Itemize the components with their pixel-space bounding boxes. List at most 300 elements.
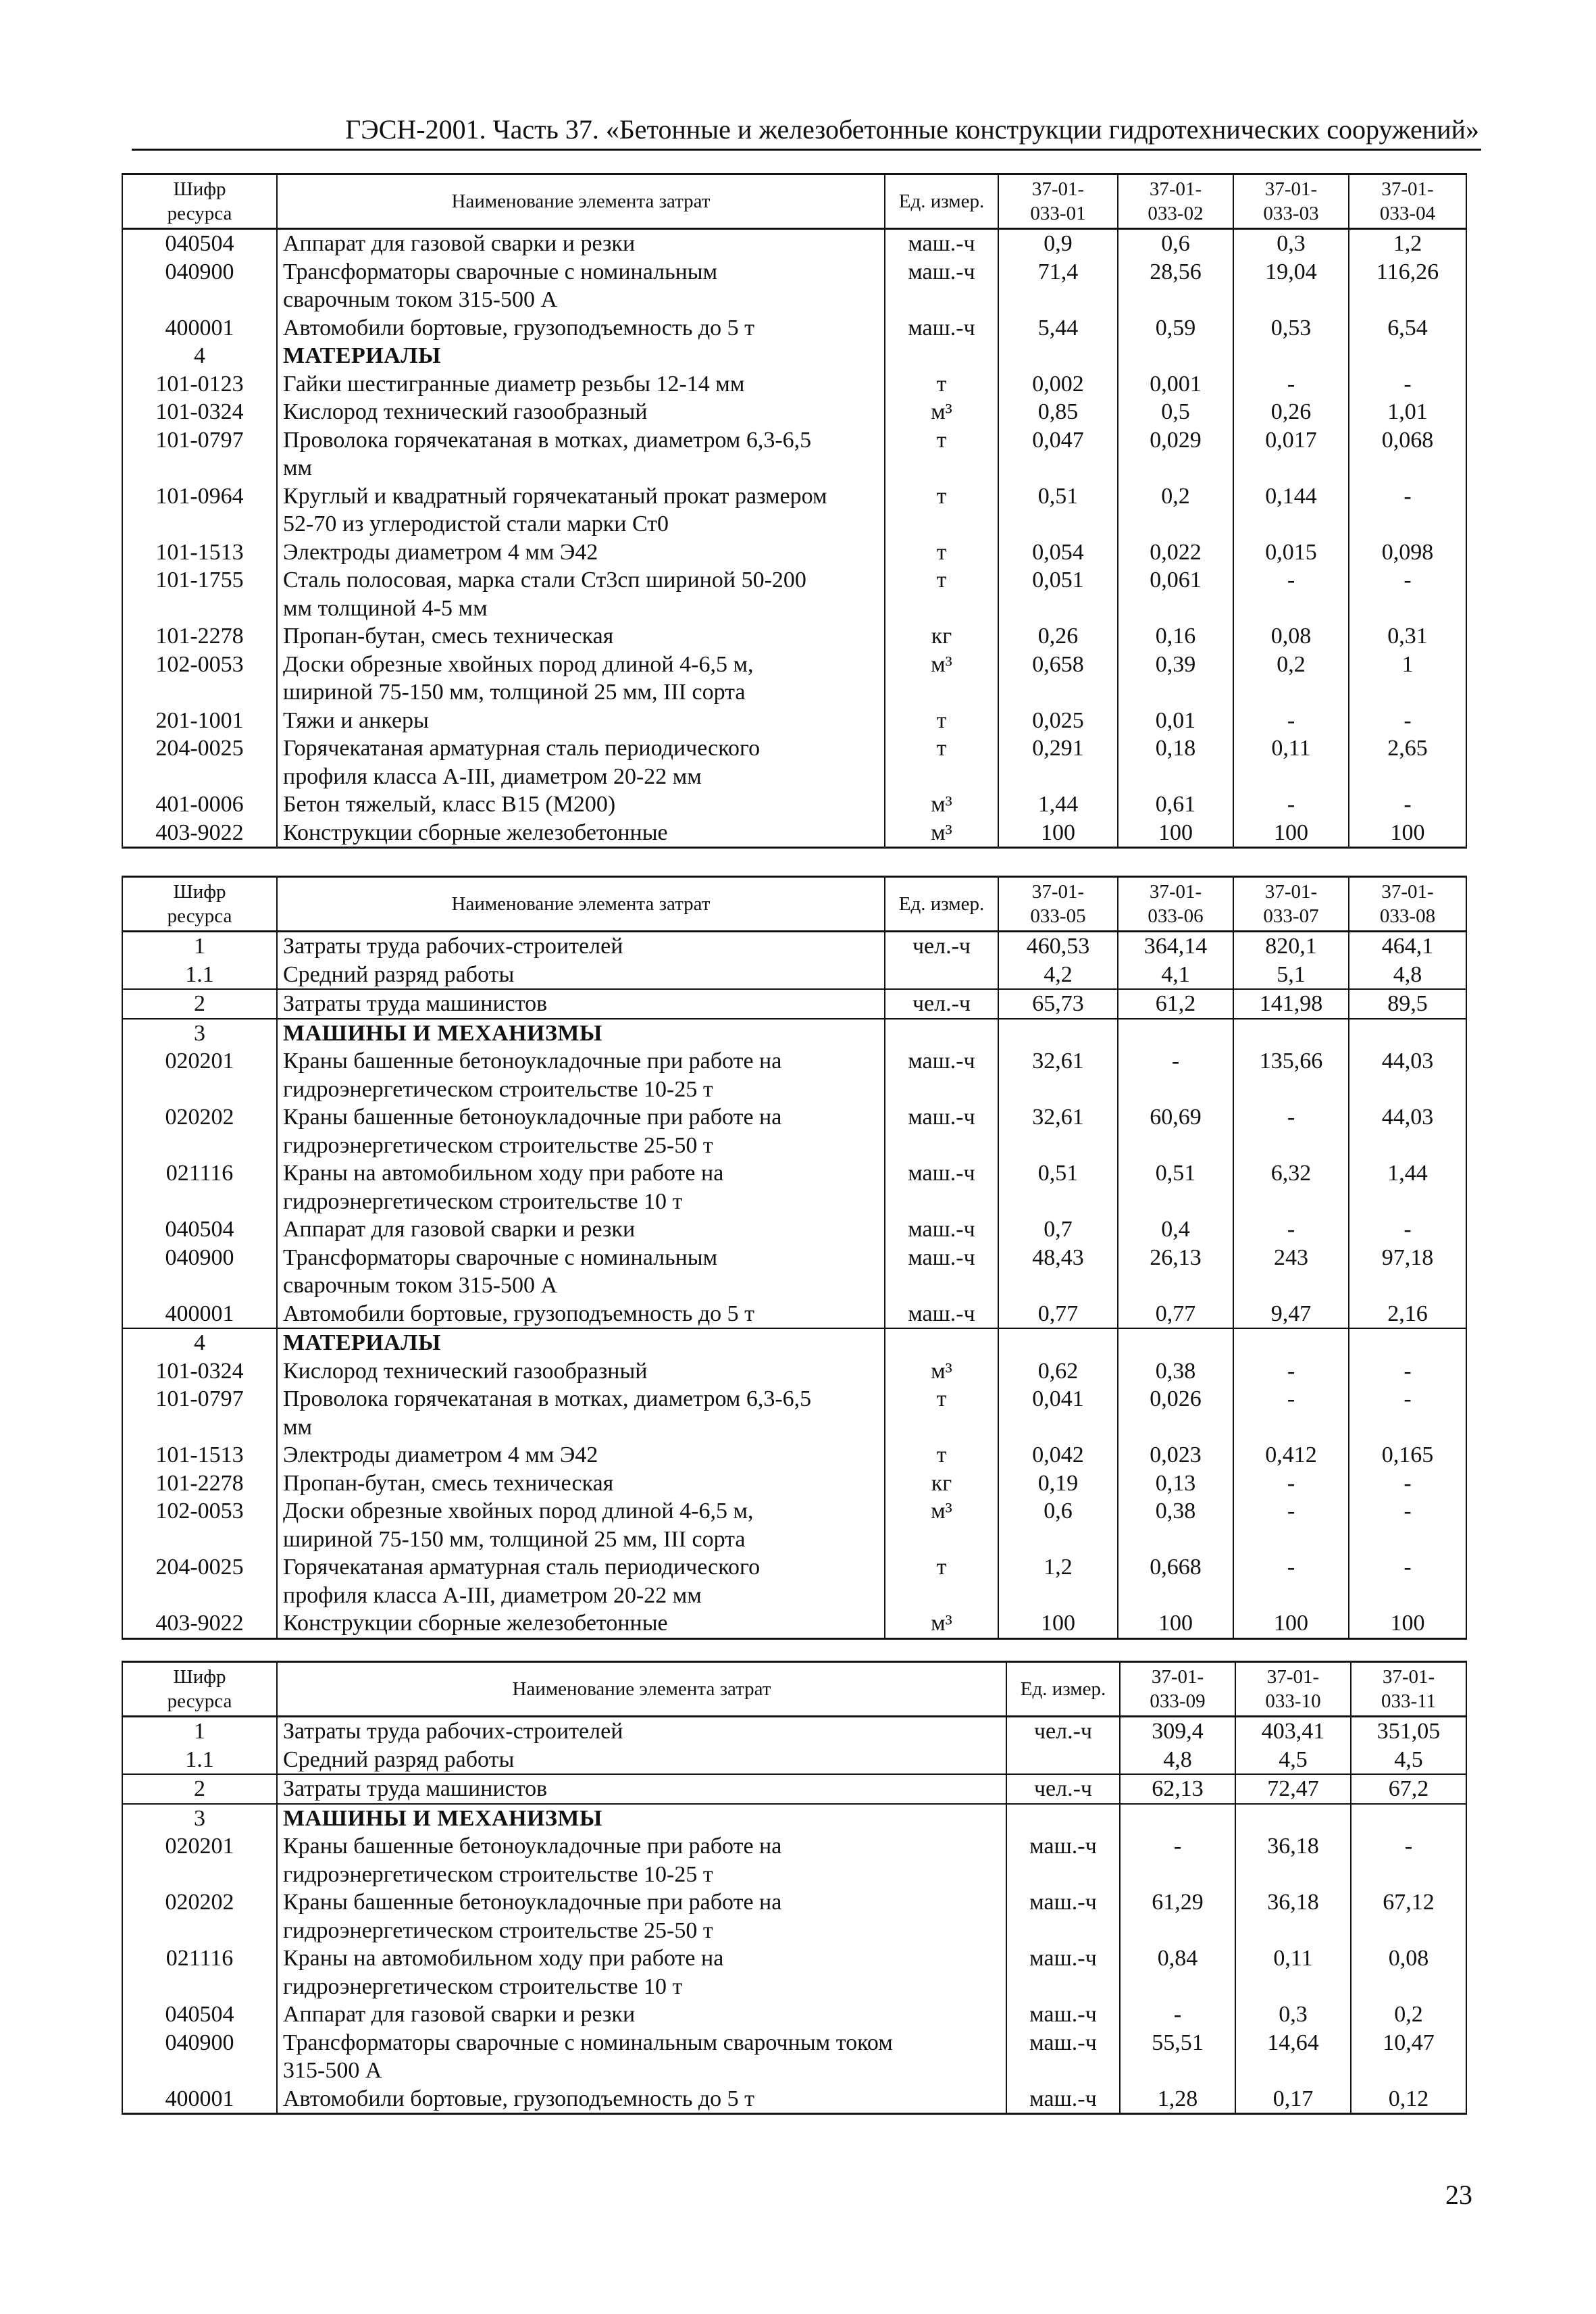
unit-cell: т [885,370,998,399]
resource-name [277,1469,885,1498]
norm-column-header [1351,1662,1466,1717]
resource-code: 101-1513 [122,1441,277,1469]
value-cell: 0,5 [1118,398,1233,426]
name-line: Конструкции сборные железобетонные [283,1611,668,1636]
value-cell: 1,28 [1120,2085,1235,2114]
table-row [122,538,1466,567]
section-row [122,1019,1466,1048]
name-line: Трансформаторы сварочные с номинальным сварочным током [283,2030,893,2055]
name-line: Проволока горячекатаная в мотках, диаметром 6,3-6,5 [283,427,812,453]
value-cell: - [1349,1497,1466,1553]
resource-name [277,1774,1006,1804]
resource-table-2 [122,876,1467,1640]
name-line: 315-500 А [283,2058,382,2083]
resource-name [277,1804,1006,1833]
value-cell [1233,1019,1349,1048]
name-line: МАТЕРИАЛЫ [283,1330,441,1355]
resource-code: 101-0797 [122,426,277,482]
name-line: профиля класса А-III, диаметром 20-22 мм [283,763,702,789]
unit-cell [885,961,998,990]
resource-name [277,426,885,482]
resource-code: 403-9022 [122,819,277,848]
resource-name [277,538,885,567]
unit-cell: маш.-ч [885,314,998,343]
name-line: Затраты труда рабочих-строителей [283,1719,623,1744]
value-cell: 0,001 [1118,370,1233,399]
value-cell: 0,668 [1118,1553,1233,1609]
resource-name [277,1047,885,1103]
value-cell: 135,66 [1233,1047,1349,1103]
resource-code: 204-0025 [122,734,277,790]
value-cell: 100 [1118,819,1233,848]
value-cell: 460,53 [998,932,1118,961]
value-cell: 4,1 [1118,961,1233,990]
table-row [122,314,1466,343]
name-line: Пропан-бутан, смесь техническая [283,1470,614,1496]
resource-code: 101-2278 [122,622,277,651]
value-cell [998,342,1118,370]
table-row [122,1832,1466,1888]
resource-name [277,2001,1006,2029]
table-row [122,734,1466,790]
value-cell: 0,144 [1233,482,1349,538]
value-cell: - [1349,1357,1466,1386]
resource-name [277,1609,885,1638]
value-cell: - [1233,1385,1349,1441]
name-line: Затраты труда машинистов [283,991,548,1016]
resource-name [277,734,885,790]
header-line: 37-01- [1031,178,1085,200]
name-line: Кислород технический газообразный [283,399,648,424]
header-line: 033-08 [1379,905,1436,927]
table-row [122,1385,1466,1441]
table-row [122,482,1466,538]
value-cell: 5,1 [1233,961,1349,990]
name-line: Бетон тяжелый, класс В15 (М200) [283,792,616,817]
header-line: 033-04 [1379,203,1436,224]
unit-cell: м³ [885,819,998,848]
value-cell: 0,51 [998,1159,1118,1215]
value-cell: - [1351,1832,1466,1888]
name-line: Автомобили бортовые, грузоподъемность до 5 т [283,315,755,341]
value-cell: 100 [998,1609,1118,1638]
value-cell: - [1349,1215,1466,1244]
name-line: профиля класса А-III, диаметром 20-22 мм [283,1582,702,1608]
value-cell: 0,77 [998,1300,1118,1329]
table-row [122,1717,1466,1746]
value-cell: - [1349,1469,1466,1498]
value-cell: 0,047 [998,426,1118,482]
value-cell: 9,47 [1233,1300,1349,1329]
value-cell: 6,32 [1233,1159,1349,1215]
value-cell: 116,26 [1349,258,1466,314]
resource-name [277,707,885,735]
table-row [122,229,1466,258]
table-row [122,1497,1466,1553]
name-line: Автомобили бортовые, грузоподъемность до 5 т [283,1301,755,1326]
header-line: 37-01- [1381,178,1434,200]
value-cell: 0,59 [1118,314,1233,343]
value-cell: 0,51 [998,482,1118,538]
unit-cell: м³ [885,398,998,426]
value-cell: 0,042 [998,1441,1118,1469]
unit-cell [885,342,998,370]
header-line: 37-01- [1149,881,1202,903]
table-row [122,1441,1466,1469]
table-row [122,2085,1466,2114]
unit-column-header: Ед. измер. [885,877,998,932]
value-cell: 0,2 [1233,651,1349,707]
resource-code: 101-0324 [122,398,277,426]
norm-column-header [1349,877,1466,932]
unit-cell: маш.-ч [1006,1944,1120,2001]
value-cell: 36,18 [1235,1888,1351,1944]
name-line: мм [283,455,313,480]
value-cell: 0,84 [1120,1944,1235,2001]
resource-code: 400001 [122,2085,277,2114]
value-cell: 464,1 [1349,932,1466,961]
value-cell: - [1349,790,1466,819]
header-line: 033-10 [1265,1690,1321,1712]
value-cell: 100 [1118,1609,1233,1638]
value-cell: 0,017 [1233,426,1349,482]
header-line: 033-01 [1030,203,1086,224]
value-cell: 19,04 [1233,258,1349,314]
code-column-header [122,1662,277,1717]
norm-column-header [1118,174,1233,229]
resource-name [277,1159,885,1215]
value-cell: 0,85 [998,398,1118,426]
unit-cell: т [885,566,998,622]
unit-cell [1006,1746,1120,1775]
resource-code: 040900 [122,258,277,314]
table-row [122,1609,1466,1638]
norm-column-header [1235,1662,1351,1717]
resource-code: 021116 [122,1944,277,2001]
value-cell: 0,31 [1349,622,1466,651]
value-cell: 1 [1349,651,1466,707]
value-cell: 0,77 [1118,1300,1233,1329]
value-cell: 0,26 [1233,398,1349,426]
name-line: Гайки шестигранные диаметр резьбы 12-14 мм [283,371,745,397]
value-cell: - [1349,1385,1466,1441]
value-cell: 0,2 [1351,2001,1466,2029]
value-cell: 0,002 [998,370,1118,399]
value-cell: 0,7 [998,1215,1118,1244]
value-cell: 32,61 [998,1103,1118,1159]
value-cell: 0,19 [998,1469,1118,1498]
resource-name [277,314,885,343]
value-cell: 4,5 [1351,1746,1466,1775]
resource-name [277,1328,885,1357]
unit-cell: м³ [885,1497,998,1553]
value-cell: 48,43 [998,1244,1118,1300]
unit-cell: маш.-ч [885,229,998,258]
resource-name [277,482,885,538]
resource-code: 400001 [122,314,277,343]
value-cell: - [1233,790,1349,819]
value-cell: 0,412 [1233,1441,1349,1469]
table-row [122,790,1466,819]
resource-code: 400001 [122,1300,277,1329]
value-cell: 5,44 [998,314,1118,343]
value-cell: 1,44 [998,790,1118,819]
resource-code: 1.1 [122,961,277,990]
name-line: Электроды диаметром 4 мм Э42 [283,1442,598,1467]
unit-cell: т [885,1553,998,1609]
norm-column-header [1120,1662,1235,1717]
resource-name [277,1832,1006,1888]
resource-code: 101-2278 [122,1469,277,1498]
resource-code: 040900 [122,2029,277,2085]
table-row [122,622,1466,651]
resource-name [277,566,885,622]
name-line: гидроэнергетическом строительстве 10 т [283,1973,683,1999]
value-cell: 0,39 [1118,651,1233,707]
resource-name [277,1103,885,1159]
resource-name [277,1385,885,1441]
value-cell [1233,342,1349,370]
table-row [122,961,1466,990]
name-line: Краны башенные бетоноукладочные при работе на [283,1890,782,1915]
page-header: ГЭСН-2001. Часть 37. «Бетонные и железобетонные конструкции гидротехнических сооружений» [345,114,1479,145]
table-row [122,989,1466,1019]
resource-code: 401-0006 [122,790,277,819]
unit-cell: т [885,707,998,735]
value-cell: - [1233,707,1349,735]
value-cell: 0,11 [1233,734,1349,790]
name-column-header: Наименование элемента затрат [277,174,885,229]
name-line: сварочным током 315-500 А [283,1273,558,1298]
name-line: Проволока горячекатаная в мотках, диаметром 6,3-6,5 [283,1386,812,1411]
resource-name [277,651,885,707]
resource-code: 101-0964 [122,482,277,538]
resource-name [277,370,885,399]
value-cell: 100 [1349,1609,1466,1638]
value-cell: - [1349,482,1466,538]
name-line: Пропан-бутан, смесь техническая [283,624,614,649]
value-cell: 820,1 [1233,932,1349,961]
name-line: МАШИНЫ И МЕХАНИЗМЫ [283,1020,602,1046]
value-cell: 0,2 [1118,482,1233,538]
resource-code: 102-0053 [122,651,277,707]
unit-cell: маш.-ч [1006,1888,1120,1944]
norm-column-header [1349,174,1466,229]
unit-cell: т [885,538,998,567]
table-row [122,707,1466,735]
name-line: шириной 75-150 мм, толщиной 25 мм, III сорта [283,1526,746,1552]
name-line: Краны башенные бетоноукладочные при работе на [283,1105,782,1130]
unit-column-header: Ед. измер. [1006,1662,1120,1717]
table-row [122,1469,1466,1498]
resource-code: 040504 [122,229,277,258]
value-cell: - [1120,1832,1235,1888]
unit-cell: чел.-ч [885,989,998,1019]
value-cell: 0,18 [1118,734,1233,790]
value-cell: - [1120,2001,1235,2029]
unit-cell: чел.-ч [1006,1717,1120,1746]
value-cell [1349,1328,1466,1357]
header-rule [132,149,1481,151]
table-row [122,426,1466,482]
header-line: 37-01- [1149,178,1202,200]
value-cell: 100 [1233,819,1349,848]
value-cell: 36,18 [1235,1832,1351,1888]
value-cell: 26,13 [1118,1244,1233,1300]
header-line: 37-01- [1381,881,1434,903]
value-cell: - [1233,1497,1349,1553]
value-cell: 14,64 [1235,2029,1351,2085]
unit-cell: м³ [885,651,998,707]
name-line: Конструкции сборные железобетонные [283,820,668,845]
name-line: Доски обрезные хвойных пород длиной 4-6,5 м, [283,651,754,677]
table-header-row [122,877,1466,932]
table-row [122,1357,1466,1386]
table-row [122,932,1466,961]
unit-cell [1006,1804,1120,1833]
value-cell: - [1233,1553,1349,1609]
value-cell: 0,658 [998,651,1118,707]
value-cell: 4,8 [1120,1746,1235,1775]
value-cell: 0,11 [1235,1944,1351,2001]
name-line: гидроэнергетическом строительстве 10-25 т [283,1861,713,1887]
value-cell: 6,54 [1349,314,1466,343]
table-row [122,651,1466,707]
value-cell: 0,08 [1351,1944,1466,2001]
resource-name [277,229,885,258]
resource-code: 1.1 [122,1746,277,1775]
value-cell: 1,01 [1349,398,1466,426]
table-row [122,1103,1466,1159]
value-cell: 0,051 [998,566,1118,622]
header-line: ресурса [167,1690,232,1712]
name-line: Затраты труда машинистов [283,1776,548,1801]
value-cell: 309,4 [1120,1717,1235,1746]
value-cell: 0,12 [1351,2085,1466,2114]
value-cell: 4,5 [1235,1746,1351,1775]
value-cell: - [1233,566,1349,622]
unit-cell: маш.-ч [885,1103,998,1159]
unit-cell [885,1328,998,1357]
header-line: 37-01- [1264,178,1318,200]
header-line: 37-01- [1382,1666,1435,1688]
name-line: Краны на автомобильном ходу при работе на [283,1161,724,1186]
value-cell: 71,4 [998,258,1118,314]
unit-cell: маш.-ч [885,1047,998,1103]
resource-code: 204-0025 [122,1553,277,1609]
table-row [122,2001,1466,2029]
value-cell: 0,061 [1118,566,1233,622]
norm-column-header [998,174,1118,229]
table-row [122,1774,1466,1804]
resource-name [277,1244,885,1300]
resource-name [277,2085,1006,2114]
value-cell: 0,16 [1118,622,1233,651]
value-cell: 1,44 [1349,1159,1466,1215]
value-cell: - [1233,1357,1349,1386]
value-cell: - [1233,1469,1349,1498]
value-cell: 0,098 [1349,538,1466,567]
value-cell: 44,03 [1349,1103,1466,1159]
resource-name [277,1888,1006,1944]
value-cell: - [1349,566,1466,622]
value-cell: - [1349,370,1466,399]
value-cell: 0,4 [1118,1215,1233,1244]
table-row [122,1888,1466,1944]
value-cell [998,1019,1118,1048]
table-row [122,2029,1466,2085]
resource-code: 040504 [122,1215,277,1244]
resource-name [277,819,885,848]
name-column-header: Наименование элемента затрат [277,877,885,932]
value-cell: 32,61 [998,1047,1118,1103]
resource-code: 101-1755 [122,566,277,622]
value-cell: 67,2 [1351,1774,1466,1804]
name-line: Горячекатаная арматурная сталь периодического [283,736,761,761]
resource-code: 020202 [122,1888,277,1944]
value-cell: 0,62 [998,1357,1118,1386]
resource-name [277,1497,885,1553]
value-cell: 65,73 [998,989,1118,1019]
value-cell [1120,1804,1235,1833]
value-cell [998,1328,1118,1357]
header-line: ресурса [167,905,232,927]
value-cell: 61,29 [1120,1888,1235,1944]
table-row [122,1244,1466,1300]
resource-code: 040504 [122,2001,277,2029]
value-cell: 10,47 [1351,2029,1466,2085]
name-line: Горячекатаная арматурная сталь периодического [283,1555,761,1580]
resource-code: 020201 [122,1832,277,1888]
value-cell: 100 [998,819,1118,848]
unit-cell: кг [885,622,998,651]
value-cell: 0,054 [998,538,1118,567]
table-row [122,1047,1466,1103]
value-cell: 0,041 [998,1385,1118,1441]
unit-cell: маш.-ч [1006,2001,1120,2029]
value-cell: 0,53 [1233,314,1349,343]
unit-cell: маш.-ч [885,1159,998,1215]
value-cell: 243 [1233,1244,1349,1300]
resource-name [277,1019,885,1048]
value-cell: - [1118,1047,1233,1103]
value-cell: 0,08 [1233,622,1349,651]
table-header-row [122,1662,1466,1717]
unit-cell: маш.-ч [1006,2029,1120,2085]
value-cell: 0,61 [1118,790,1233,819]
value-cell [1349,1019,1466,1048]
value-cell: 0,6 [1118,229,1233,258]
resource-name [277,1553,885,1609]
value-cell [1118,342,1233,370]
value-cell: - [1233,1103,1349,1159]
name-line: Краны на автомобильном ходу при работе на [283,1946,724,1971]
code-column-header [122,174,277,229]
value-cell: 28,56 [1118,258,1233,314]
table-row [122,1300,1466,1329]
value-cell: 97,18 [1349,1244,1466,1300]
resource-code: 101-0797 [122,1385,277,1441]
name-line: Краны башенные бетоноукладочные при работе на [283,1049,782,1074]
name-line: шириной 75-150 мм, толщиной 25 мм, III сорта [283,680,746,705]
value-cell: 60,69 [1118,1103,1233,1159]
value-cell: 0,165 [1349,1441,1466,1469]
name-line: Кислород технический газообразный [283,1358,648,1384]
value-cell [1235,1804,1351,1833]
resource-name [277,1944,1006,2001]
header-line: Шифр [173,1666,226,1688]
resource-name [277,961,885,990]
